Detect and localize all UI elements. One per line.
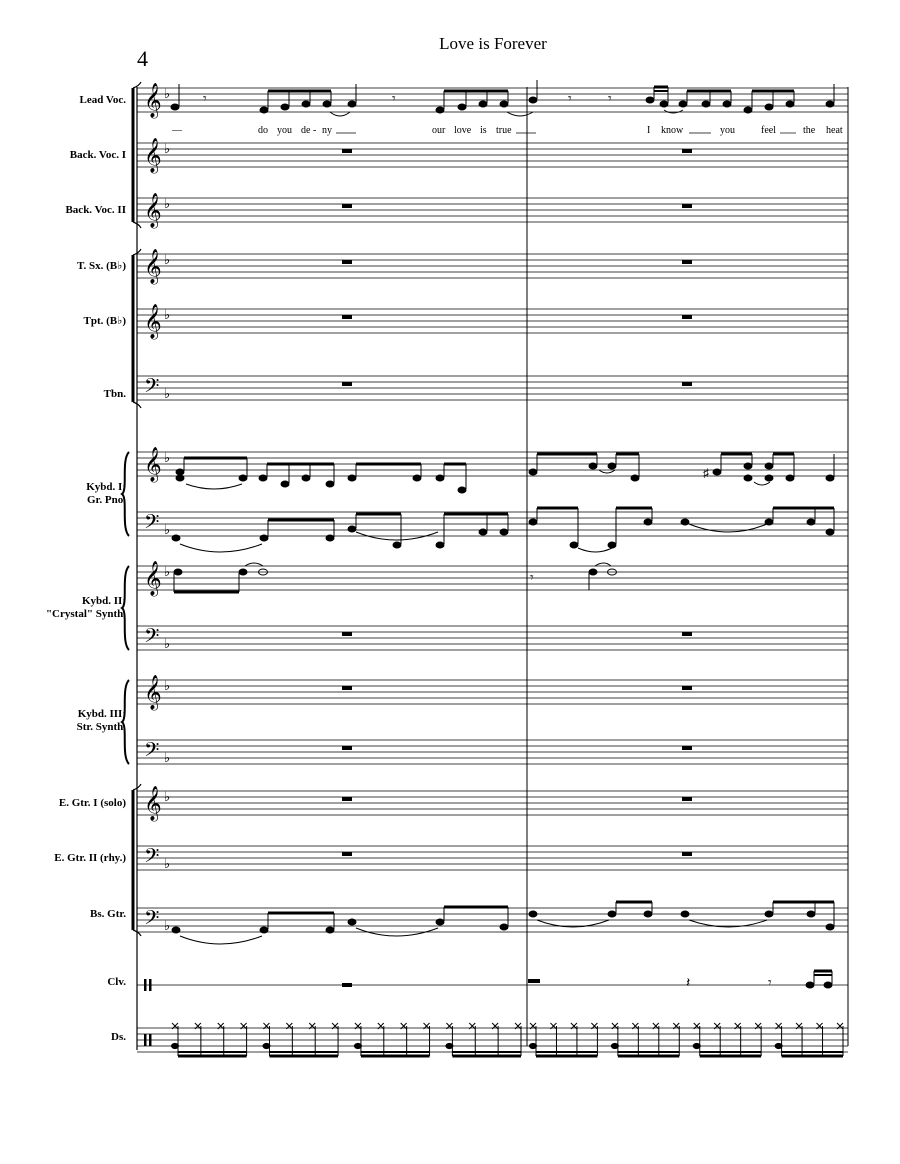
bs-label: Bs. Gtr. (90, 908, 126, 920)
flat-key-signature-icon: ♭ (164, 856, 171, 871)
ds-staff (137, 1028, 848, 1052)
bv2-staff (137, 198, 848, 222)
bv1-staff (137, 143, 848, 167)
whole-rest (342, 149, 352, 153)
treble-clef-icon: 𝄞 (144, 194, 162, 227)
kb3-label: Str. Synth. (76, 721, 126, 733)
bass-clef-icon: 𝄢 (144, 512, 160, 538)
kb2-label: Kybd. II: (81, 595, 126, 607)
whole-rests (342, 149, 692, 987)
lyric: love (454, 125, 472, 136)
lyric: do (258, 125, 268, 136)
whole-rest (682, 260, 692, 264)
flat-key-signature-icon: ♭ (164, 564, 171, 579)
whole-rest (682, 632, 692, 636)
whole-rest (342, 686, 352, 690)
whole-rest (342, 204, 352, 208)
kb2-staff (137, 626, 848, 650)
page-number: 4 (137, 46, 148, 71)
bass-clef-icon: 𝄢 (144, 376, 160, 402)
lyric: feel (761, 125, 776, 136)
tpt-staff (137, 309, 848, 333)
lyric: de - (301, 125, 317, 136)
lyric: you (277, 125, 292, 136)
eg1-staff (137, 791, 848, 815)
bass-clef-icon: 𝄢 (144, 626, 160, 652)
whole-rest (682, 382, 692, 386)
whole-rest (342, 852, 352, 856)
flat-key-signature-icon: ♭ (164, 141, 171, 156)
whole-rest (342, 260, 352, 264)
bass-clef-icon: 𝄢 (144, 908, 160, 934)
whole-rest (682, 686, 692, 690)
kb3-staff (137, 740, 848, 764)
bs-staff (137, 908, 848, 932)
treble-clef-icon: 𝄞 (144, 448, 162, 481)
treble-clef-icon: 𝄞 (144, 250, 162, 283)
kb3-staff (137, 680, 848, 704)
bv2-label: Back. Voc. II (65, 204, 126, 216)
lyric: — (172, 125, 182, 136)
flat-key-signature-icon: ♭ (164, 918, 171, 933)
svg-text:𝄾: 𝄾 (392, 92, 396, 107)
ds-label: Ds. (111, 1031, 126, 1043)
kb1-label: Gr. Pno. (86, 494, 126, 506)
eg2-label: E. Gtr. II (rhy.) (54, 852, 126, 864)
whole-rest (682, 315, 692, 319)
flat-key-signature-icon: ♭ (164, 636, 171, 651)
lyric: know (661, 125, 684, 136)
instrument-labels (46, 94, 126, 1043)
flat-key-signature-icon: ♭ (164, 86, 171, 101)
treble-clef-icon: 𝄞 (144, 139, 162, 172)
bass-clef-icon: 𝄢 (144, 846, 160, 872)
whole-rest (342, 746, 352, 750)
svg-text:♯: ♯ (703, 466, 709, 480)
treble-clef-icon: 𝄞 (144, 305, 162, 338)
whole-rest (682, 746, 692, 750)
flat-key-signature-icon: ♭ (164, 450, 171, 465)
bass-clef-icon: 𝄢 (144, 740, 160, 766)
tsx-label: T. Sx. (B♭) (77, 260, 126, 272)
flat-key-signature-icon: ♭ (164, 789, 171, 804)
tbn-label: Tbn. (103, 388, 126, 400)
svg-text:𝄾: 𝄾 (608, 92, 612, 107)
kb1-label: Kybd. I: (86, 481, 126, 493)
lyric: is (480, 125, 487, 136)
whole-rest (342, 382, 352, 386)
svg-text:𝄾: 𝄾 (530, 571, 534, 586)
treble-clef-icon: 𝄞 (144, 787, 162, 820)
clv-label: Clv. (107, 976, 126, 988)
score-title: Love is Forever (439, 34, 547, 53)
flat-key-signature-icon: ♭ (164, 750, 171, 765)
lead-vocal-lyrics (171, 125, 843, 136)
whole-rest (342, 797, 352, 801)
lead-vocal-notes (171, 80, 834, 116)
piano-right-hand (176, 454, 834, 493)
eg1-label: E. Gtr. I (solo) (58, 797, 126, 809)
tbn-staff (137, 376, 848, 400)
svg-text:𝄾: 𝄾 (203, 92, 207, 107)
clavinet-notes (528, 971, 832, 991)
clefs (144, 83, 170, 1046)
lead-label: Lead Voc. (79, 94, 126, 106)
bv1-label: Back. Voc. I (69, 149, 126, 161)
flat-key-signature-icon: ♭ (164, 196, 171, 211)
svg-text:𝄾: 𝄾 (768, 976, 772, 991)
whole-rest (342, 983, 352, 987)
crystal-synth-notes (174, 563, 617, 592)
flat-key-signature-icon: ♭ (164, 252, 171, 267)
kb3-label: Kybd. III: (77, 708, 126, 720)
whole-rest (342, 632, 352, 636)
whole-rest (682, 852, 692, 856)
lyric: the (803, 125, 816, 136)
lyric: heat (826, 125, 843, 136)
treble-clef-icon: 𝄞 (144, 562, 162, 595)
whole-rest (682, 204, 692, 208)
whole-rest (682, 149, 692, 153)
eg2-staff (137, 846, 848, 870)
whole-rest (342, 315, 352, 319)
tsx-staff (137, 254, 848, 278)
whole-rest (682, 797, 692, 801)
lyric: our (432, 125, 446, 136)
flat-key-signature-icon: ♭ (164, 522, 171, 537)
kb2-label: "Crystal" Synth. (45, 608, 126, 620)
lyric: I (647, 125, 651, 136)
treble-clef-icon: 𝄞 (144, 676, 162, 709)
tpt-label: Tpt. (B♭) (83, 315, 126, 327)
lyric: ny (322, 125, 332, 136)
lyric: you (720, 125, 735, 136)
flat-key-signature-icon: ♭ (164, 307, 171, 322)
flat-key-signature-icon: ♭ (164, 386, 171, 401)
flat-key-signature-icon: ♭ (164, 678, 171, 693)
treble-clef-icon: 𝄞 (144, 84, 162, 117)
kb1-staff (137, 512, 848, 536)
svg-text:𝄽: 𝄽 (686, 976, 691, 991)
kb1-staff (137, 452, 848, 476)
lyric: true (496, 125, 512, 136)
svg-text:𝄾: 𝄾 (568, 92, 572, 107)
